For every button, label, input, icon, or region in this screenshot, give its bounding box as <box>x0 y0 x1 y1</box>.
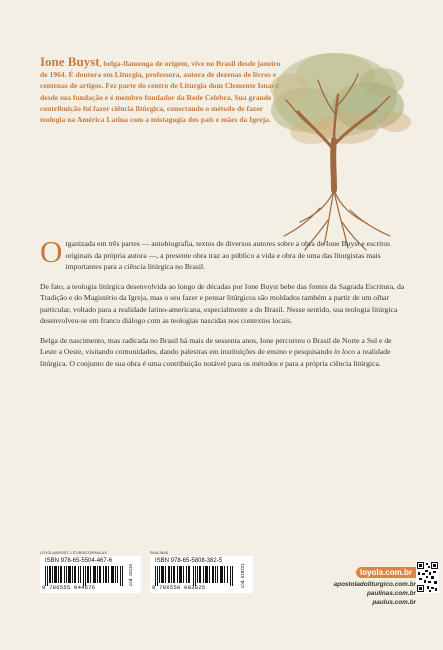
barcode-1-digits: 9 786555 044676 <box>42 584 96 591</box>
publisher-link-apostolado[interactable]: apostoladoliturgico.com.br <box>333 581 416 588</box>
barcode-1 <box>40 556 141 593</box>
tree-foliage <box>270 53 411 144</box>
drop-cap: O <box>40 234 63 269</box>
loyola-badge[interactable]: loyola.com.br <box>356 567 416 578</box>
synopsis-paragraph-3: Belga de nascimento, mas radicada no Brasil há mais de sessenta anos, Ione percorreu o Brasil de Norte a Sul e de Leste a Oeste, visitando comunidades, dando palestras em instituições de ensino e pesquisando in loco a realidade litúrgica. O conjunto de sua obra é uma contribuição notável para os métodos e para a própria ciência litúrgica. <box>40 335 392 368</box>
author-name: Ione Buyst <box>40 54 100 69</box>
emphasis-in-loco: in loco <box>333 347 356 356</box>
synopsis-paragraph-2: De fato, a teologia litúrgica desenvolvida ao longo de décadas por Ione Buyst bebe das fontes da Sagrada Escritura, da Tradição e do Magistério da Igreja, mas o seu fazer e pensar litúrgicos são moldados também a partir de um olhar particular, voltado para a realidade latino-americana, especialmente a do Brasil. Nesse sentido, sua teologia litúrgica desenvolveu-se em franco diálogo com as teologias nascidas nos contextos locais. <box>40 281 405 325</box>
qr-code-icon <box>416 561 439 593</box>
author-bio-text: , belga-flamenga de origem, vive no Brasil desde janeiro de 1964. É doutora em Liturgia, professora, autora de dezenas de livros e centenas de artigos. Fez parte do centro de Liturgia dom Clemente Isnard desde sua fundação e é membro fundador da Rede Celebra. Sua grande contribuição foi fazer ciência litúrgica, conectando o método de fazer teologia na América Latina com a mistagogia dos pais e mães da Igreja. <box>40 59 281 125</box>
publisher-link-paulus[interactable]: paulus.com.br <box>372 599 416 606</box>
barcode-2-header: PAULINAS <box>150 551 169 555</box>
synopsis-paragraph-1: Organizada em três partes — autobiografia, textos de diversos autores sobre a obra de Ione Buyst e escritos originais da própria autora —, a presente obra traz ao público a vida e obra de uma das liturgistas mais importantes para a ciência litúrgica no Brasil. <box>40 234 391 271</box>
publisher-block <box>320 562 416 607</box>
tree-illustration <box>250 40 420 255</box>
barcode-1-bars <box>45 566 125 586</box>
barcode-1-isbn: ISBN 978-65-5504-467-6 <box>45 558 113 564</box>
barcode-2-isbn: ISBN 978-65-5808-382-5 <box>155 558 223 564</box>
barcode-2-code: cód. 518221 <box>240 563 245 588</box>
barcode-2-bars <box>155 566 235 586</box>
barcode-1-code: cód. 16119 <box>128 564 133 586</box>
barcode-1-header: LOYOLA/APOST. LITÚRGICO/PAULUS <box>40 551 107 555</box>
synopsis <box>40 234 408 377</box>
publisher-link-paulinas[interactable]: paulinas.com.br <box>366 590 416 597</box>
barcode-2 <box>150 556 253 593</box>
barcode-2-digits: 9 786558 083825 <box>152 584 206 591</box>
